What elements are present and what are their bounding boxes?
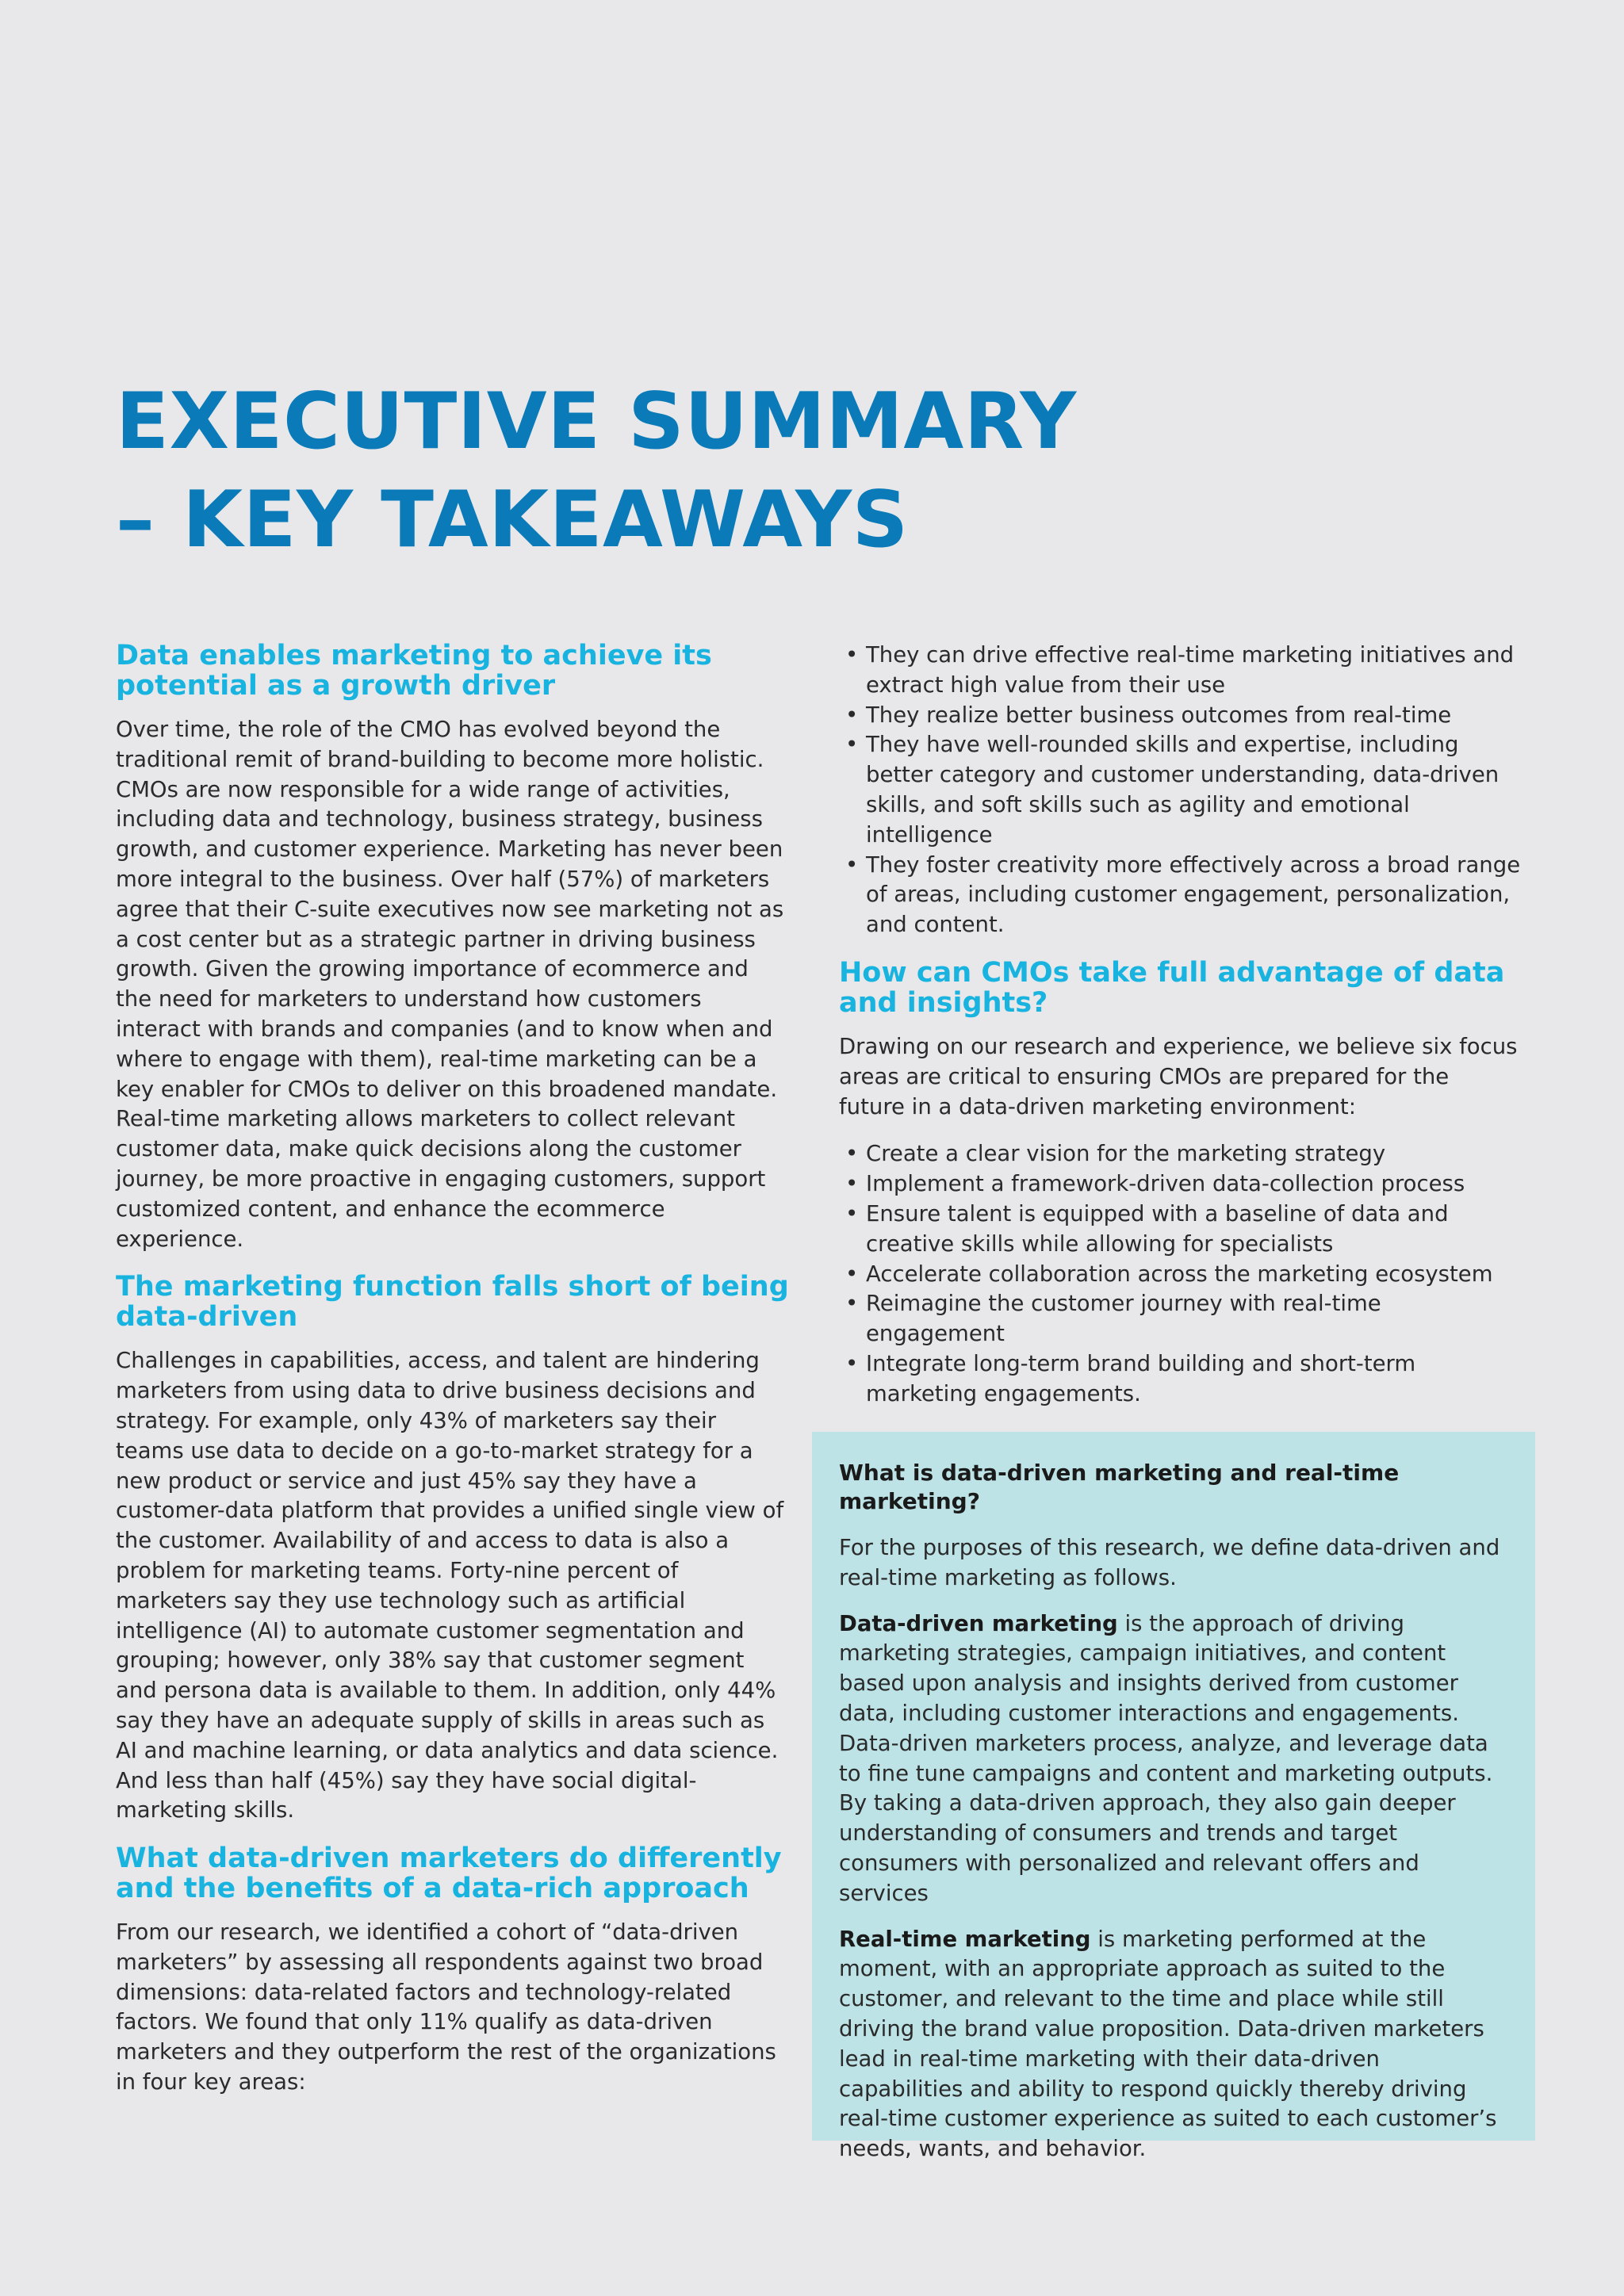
- section-body-growth-driver: Over time, the role of the CMO has evolved beyond the traditional remit of brand-building to become more holistic. CMOs are now responsible for a wide range of activities, including data and technology, business strategy, business growth, and customer experience. Marketing has never been more integral to the business. Over half (57%) of marketers agree that their C-suite executives now see marketing not as a cost center but as a strategic partner in driving business growth. Given the growing importance of ecommerce and the need for marketers to understand how customers interact with brands and companies (and to know when and where to engage with them), real-time marketing can be a key enabler for CMOs to deliver on this broadened mandate. Real-time marketing allows marketers to collect relevant customer data, make quick decisions along the customer journey, be more proactive in engaging customers, support customized content, and enhance the ecommerce experience.: [116, 717, 784, 1252]
- section-heading-data-driven-marketers: What data-driven marketers do differently and the benefits of a data-rich approach: [116, 1843, 782, 1905]
- bullet-icon: •: [845, 1171, 859, 1197]
- callout-text-data-driven: is the approach of driving marketing strategies, campaign initiatives, and content based upon analysis and insights derived from customer data, including customer interactions and engagements. Data-driven marketers process, analyze, and leverage data to fine tune campaigns and content and marketing outputs. By taking a data-driven approach, they also gain deeper understanding of consumers and trends and target consumers with personalized and relevant offers and services: [839, 1610, 1493, 1906]
- definition-callout-box: [812, 1432, 1535, 2162]
- list-item: • Accelerate collaboration across the marketing ecosystem: [839, 1260, 1521, 1290]
- callout-term-data-driven: Data-driven marketing: [839, 1610, 1118, 1636]
- callout-heading: What is data-driven marketing and real-time marketing?: [839, 1460, 1400, 1514]
- section-heading-growth-driver: Data enables marketing to achieve its potential as a growth driver: [116, 640, 712, 702]
- section-heading-falls-short: The marketing function falls short of being data-driven: [116, 1271, 789, 1334]
- callout-definition-real-time: [839, 1925, 1508, 2164]
- right-column: [839, 641, 1521, 1427]
- list-item: • Reimagine the customer journey with real-time engagement: [845, 1291, 1381, 1347]
- section-heading-cmo-advantage: How can CMOs take full advantage of data and insights?: [839, 956, 1505, 1019]
- list-item: • Create a clear vision for the marketing strategy: [839, 1139, 1521, 1169]
- page-title-line-1: EXECUTIVE SUMMARY: [116, 377, 1077, 467]
- key-areas-list: [839, 641, 1521, 940]
- page-title: [116, 373, 1077, 569]
- bullet-icon: •: [845, 1141, 859, 1167]
- list-item: • They can drive effective real-time marketing initiatives and extract high value from their use: [845, 642, 1515, 698]
- bullet-icon: •: [845, 1200, 859, 1226]
- list-item: • They have well-rounded skills and expertise, including better category and customer understanding, data-driven skills, and soft skills such as agility and emotional intelligence: [845, 732, 1500, 848]
- section-body-cmo-advantage: Drawing on our research and experience, we believe six focus areas are critical to ensuring CMOs are prepared for the future in a data-driven marketing environment:: [839, 1033, 1518, 1119]
- list-item: • Implement a framework-driven data-collection process: [839, 1169, 1521, 1200]
- bullet-icon: •: [845, 732, 859, 758]
- section-body-data-driven-marketers: From our research, we identified a cohort of “data-driven marketers” by assessing all respondents against two broad dimensions: data-related factors and technology-related factors. We found that only 11% qualify as data-driven marketers and they outperform the rest of the organizations in four key areas:: [116, 1919, 776, 2095]
- bullet-icon: •: [845, 1261, 859, 1287]
- bullet-icon: •: [845, 851, 859, 878]
- callout-intro: For the purposes of this research, we define data-driven and real-time marketing as follows.: [839, 1535, 1500, 1590]
- bullet-icon: •: [845, 642, 859, 668]
- callout-definition-data-driven: [839, 1609, 1508, 1909]
- list-item: • Integrate long-term brand building and short-term marketing engagements.: [845, 1350, 1416, 1406]
- section-body-falls-short: Challenges in capabilities, access, and talent are hindering marketers from using data to drive business decisions and strategy. For example, only 43% of marketers say their teams use data to decide on a go-to-market strategy for a new product or service and just 45% say they have a customer-data platform that provides a unified single view of the customer. Availability of and access to data is also a problem for marketing teams. Forty-nine percent of marketers say they use technology such as artificial intelligence (AI) to automate customer segmentation and grouping; however, only 38% say that customer segment and persona data is available to them. In addition, only 44% say they have an adequate supply of skills in areas such as AI and machine learning, or data analytics and data science. And less than half (45%) say they have social digital-marketing skills.: [116, 1348, 784, 1823]
- list-item: • They foster creativity more effectively across a broad range of areas, including customer engagement, personalization, and content.: [845, 851, 1521, 938]
- list-item: • Ensure talent is equipped with a baseline of data and creative skills while allowing for specialists: [845, 1200, 1449, 1257]
- left-column: [116, 641, 790, 2115]
- bullet-icon: •: [845, 1291, 859, 1317]
- list-item: • They realize better business outcomes from real-time: [839, 701, 1521, 731]
- bullet-icon: •: [845, 1350, 859, 1376]
- focus-areas-list: [839, 1139, 1521, 1409]
- callout-term-real-time: Real-time marketing: [839, 1926, 1091, 1952]
- bullet-icon: •: [845, 702, 859, 728]
- page-title-line-2: – KEY TAKEAWAYS: [116, 475, 909, 565]
- callout-text-real-time: is marketing performed at the moment, with an appropriate approach as suited to the customer, and relevant to the time and place while still driving the brand value proposition. Data-driven marketers lead in real-time marketing with their data-driven capabilities and ability to respond quickly thereby driving real-time customer experience as suited to each customer’s needs, wants, and behavior.: [839, 1926, 1497, 2162]
